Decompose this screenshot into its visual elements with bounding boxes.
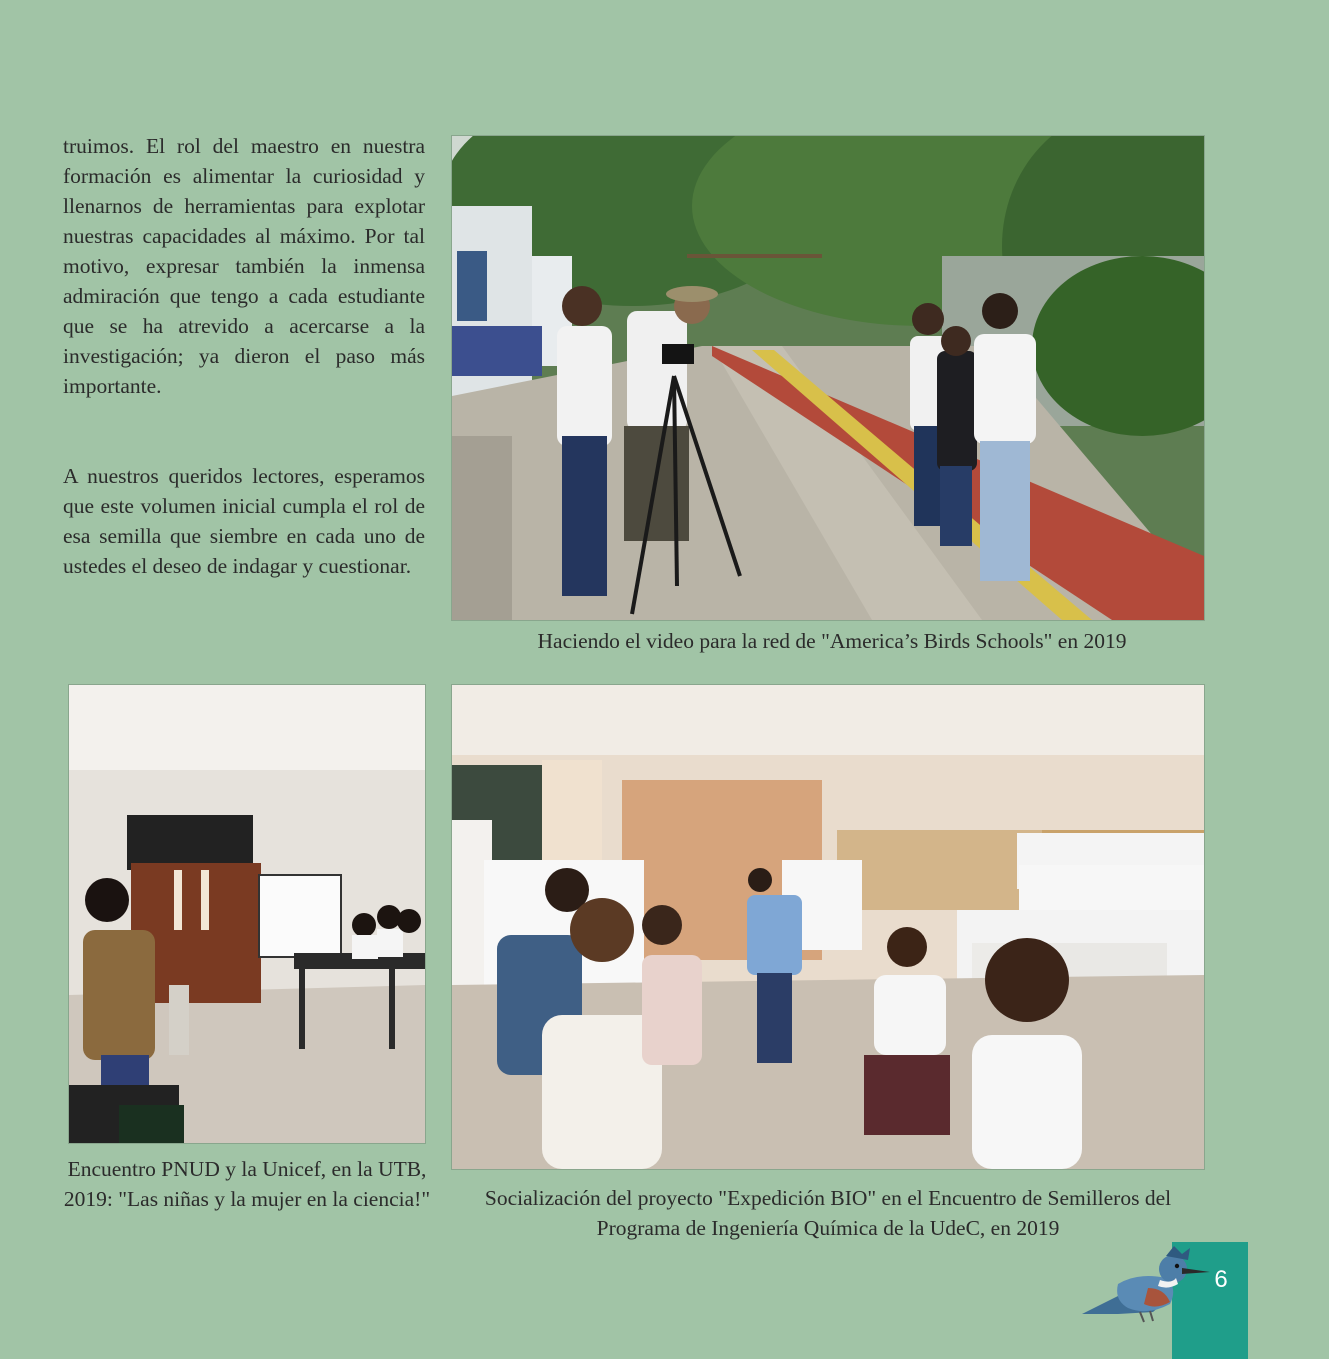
caption-expedicion-bio: Socialización del proyecto "Expedición BIO" en el Encuentro de Semilleros del Programa de Ingeniería Química de la UdeC, en 2019 bbox=[484, 1186, 1172, 1240]
caption-unicef-event: Encuentro PNUD y la Unicef, en la UTB, 2019: "Las niñas y la mujer en la ciencia!" bbox=[63, 1157, 431, 1211]
photo-expedicion-bio bbox=[452, 685, 1204, 1169]
body-paragraph-1: truimos. El rol del maestro en nuestra formación es alimentar la curiosidad y llenarnos de herramientas para explotar nuestras capacidades al máximo. Por tal motivo, expresar también la inmensa admiración que tengo a cada estudiante que se ha atrevido a acercarse a la investigación; ya dieron el paso más importante. bbox=[63, 134, 425, 398]
caption-filming-video: Haciendo el video para la red de "America’s Birds Schools" en 2019 bbox=[537, 629, 1127, 653]
photo-filming-video bbox=[452, 136, 1204, 620]
photo-unicef-event bbox=[69, 685, 425, 1143]
body-paragraph-2: A nuestros queridos lectores, esperamos que este volumen inicial cumpla el rol de esa semilla que siembre en cada uno de ustedes el deseo de indagar y cuestionar. bbox=[63, 464, 425, 578]
page-number: 6 bbox=[1214, 1266, 1228, 1293]
